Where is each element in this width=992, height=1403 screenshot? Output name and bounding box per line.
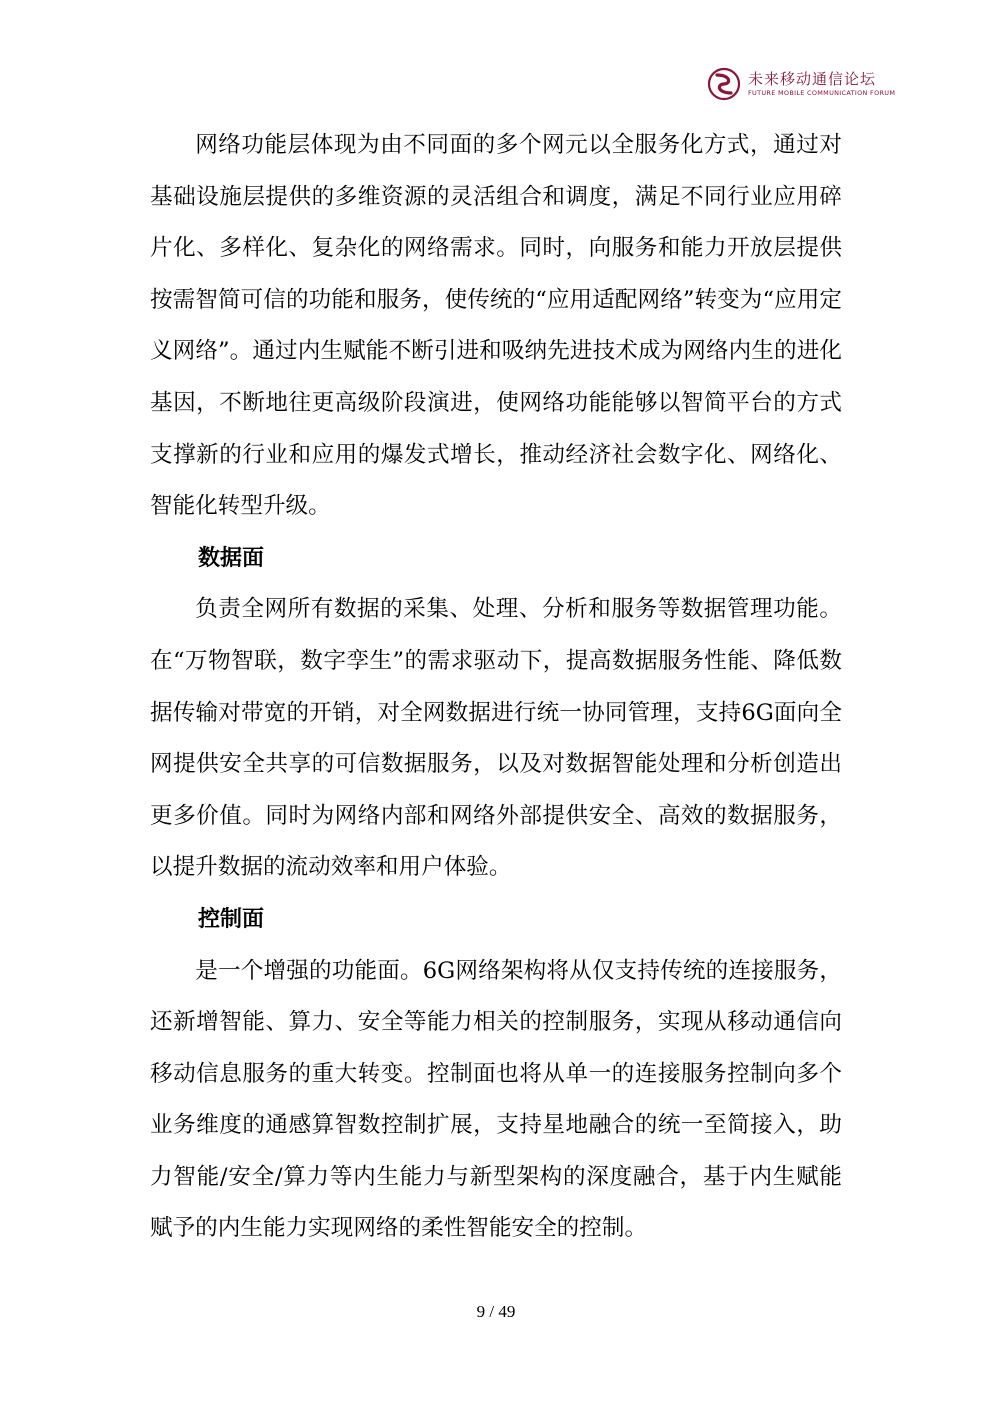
paragraph-control-plane: 是一个增强的功能面。6G网络架构将从仅支持传统的连接服务，还新增智能、算力、安全等能力相关的控制服务，实现从移动通信向移动信息服务的重大转变。控制面也将从单一的连接服务控制向多个业务维度的通感算智数控制扩展，支持星地融合的统一至简接入，助力智能/安全/算力等内生能力与新型架构的深度融合，基于内生赋能赋予的内生能力实现网络的柔性智能安全的控制。 — [150, 957, 842, 1242]
document-body — [150, 120, 842, 1255]
forum-logo-icon — [706, 66, 742, 102]
header-logo — [706, 66, 896, 102]
heading-data-plane: 数据面 — [198, 545, 265, 571]
page-number: 9 / 49 — [476, 1302, 516, 1321]
heading-control-plane: 控制面 — [198, 906, 265, 932]
paragraph-network-function-layer: 网络功能层体现为由不同面的多个网元以全服务化方式，通过对基础设施层提供的多维资源的灵活组合和调度，满足不同行业应用碎片化、多样化、复杂化的网络需求。同时，向服务和能力开放层提供按需智简可信的功能和服务，使传统的“应用适配网络”转变为“应用定义网络”。通过内生赋能不断引进和吸纳先进技术成为网络内生的进化基因，不断地往更高级阶段演进，使网络功能能够以智简平台的方式支撑新的行业和应用的爆发式增长，推动经济社会数字化、网络化、智能化转型升级。 — [150, 132, 842, 520]
paragraph-data-plane: 负责全网所有数据的采集、处理、分析和服务等数据管理功能。在“万物智联，数字孪生”的需求驱动下，提高数据服务性能、降低数据传输对带宽的开销，对全网数据进行统一协同管理，支持6G面向全网提供安全共享的可信数据服务，以及对数据智能处理和分析创造出更多价值。同时为网络内部和网络外部提供安全、高效的数据服务，以提升数据的流动效率和用户体验。 — [150, 596, 842, 881]
logo-english-name: FUTURE MOBILE COMMUNICATION FORUM — [748, 89, 896, 97]
logo-chinese-name: 未来移动通信论坛 — [748, 70, 877, 88]
